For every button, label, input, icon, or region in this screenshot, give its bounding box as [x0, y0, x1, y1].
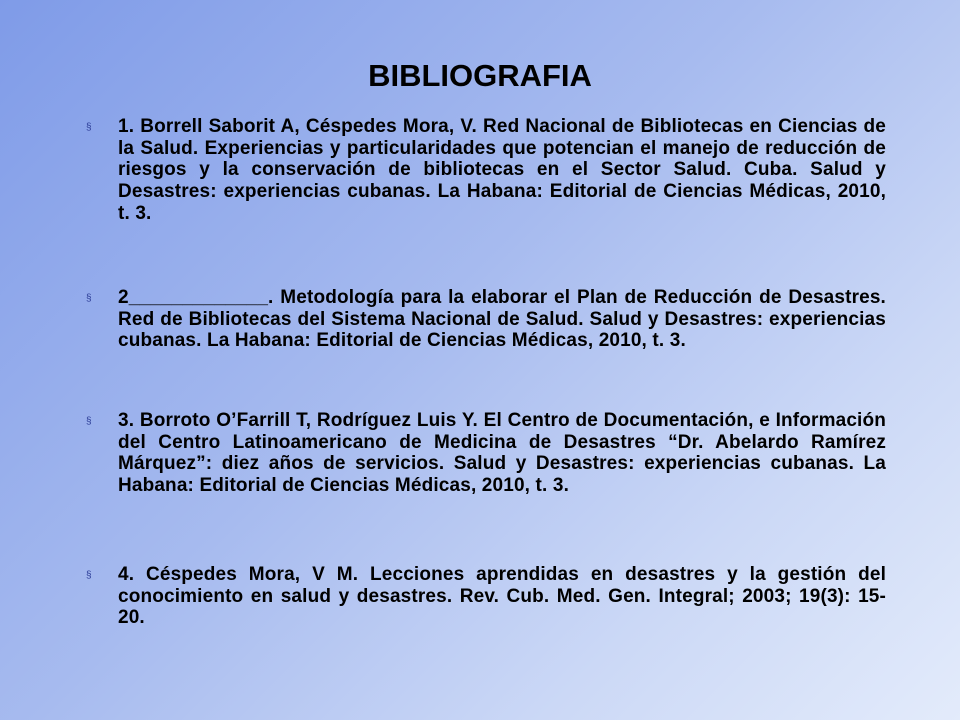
bibliography-text-4: 4. Céspedes Mora, V M. Lecciones aprendidas en desastres y la gestión del conocimiento en salud y desastres. Rev. Cub. Med. Gen. Integral; 2003; 19(3): 15-20.	[118, 564, 886, 629]
square-bullet-icon: §	[86, 293, 92, 304]
square-bullet-icon: §	[86, 122, 92, 133]
square-bullet-icon: §	[86, 570, 92, 581]
bibliography-item-3	[80, 410, 886, 497]
square-bullet-icon: §	[86, 416, 92, 427]
bibliography-text-3: 3. Borroto O’Farrill T, Rodríguez Luis Y. El Centro de Documentación, e Información del Centro Latinoamericano de Medicina de Desastres “Dr. Abelardo Ramírez Márquez”: diez años de servicios. Salud y Desastres: experiencias cubanas. La Habana: Editorial de Ciencias Médicas, 2010, t. 3.	[118, 410, 886, 497]
bibliography-item-2	[80, 287, 886, 352]
bibliography-item-4	[80, 564, 886, 629]
bibliography-text-2: 2_____________. Metodología para la elaborar el Plan de Reducción de Desastres. Red de Bibliotecas del Sistema Nacional de Salud. Salud y Desastres: experiencias cubanas. La Habana: Editorial de Ciencias Médicas, 2010, t. 3.	[118, 287, 886, 352]
bibliography-item-1	[80, 116, 886, 225]
page-title: BIBLIOGRAFIA	[368, 58, 592, 93]
bibliography-text-1: 1. Borrell Saborit A, Céspedes Mora, V. Red Nacional de Bibliotecas en Ciencias de la Salud. Experiencias y particularidades que potencian el manejo de reducción de riesgos y la conservación de bibliotecas en el Sector Salud. Cuba. Salud y Desastres: experiencias cubanas. La Habana: Editorial de Ciencias Médicas, 2010, t. 3.	[118, 116, 886, 224]
